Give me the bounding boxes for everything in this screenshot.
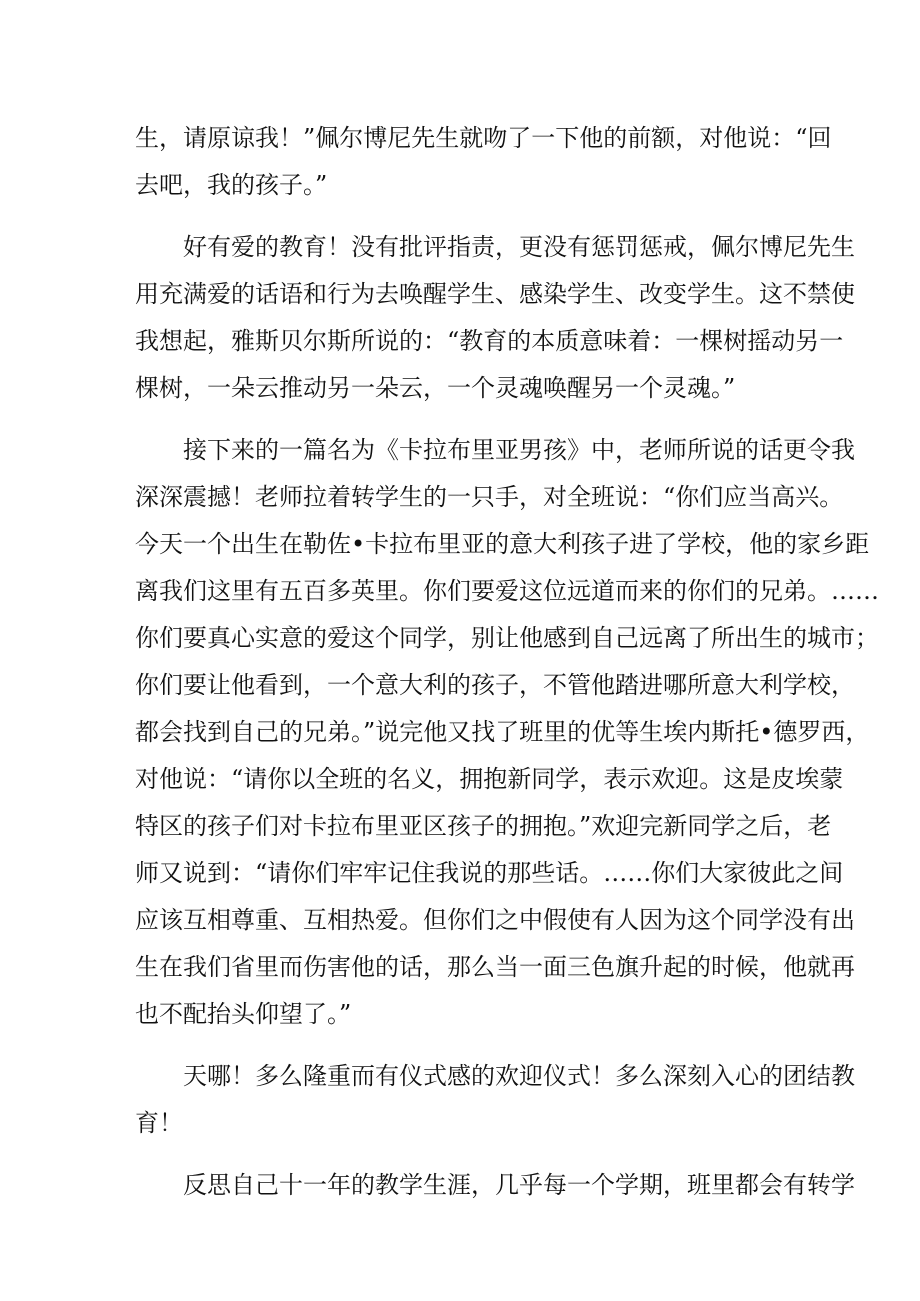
text-line: 棵树，一朵云推动另一朵云，一个灵魂唤醒另一个灵魂。” [135,374,736,402]
text-line: 生在我们省里而伤害他的话，那么当一面三色旗升起的时候，他就再 [135,953,855,981]
paragraph-4 [135,1053,855,1147]
text-line: 你们要真心实意的爱这个同学，别让他感到自己远离了所出生的城市； [135,624,879,652]
text-line: 我想起，雅斯贝尔斯所说的：“教育的本质意味着：一棵树摇动另一 [135,327,844,355]
paragraph-5 [135,1162,855,1209]
text-line: 好有爱的教育！没有批评指责，更没有惩罚惩戒，佩尔博尼先生 [183,233,855,261]
paragraph-1 [135,115,832,209]
text-line: 应该互相尊重、互相热爱。但你们之中假使有人因为这个同学没有出 [135,906,855,934]
text-line: 对他说：“请你以全班的名义，拥抱新同学，表示欢迎。这是皮埃蒙 [135,765,844,793]
text-line: 用充满爱的话语和行为去唤醒学生、感染学生、改变学生。这不禁使 [135,280,855,308]
text-line: 你们要让他看到，一个意大利的孩子，不管他踏进哪所意大利学校， [135,671,855,699]
text-line: 特区的孩子们对卡拉布里亚区孩子的拥抱。”欢迎完新同学之后，老 [135,812,832,840]
text-line: 育！ [135,1109,183,1137]
text-line: 反思自己十一年的教学生涯，几乎每一个学期，班里都会有转学 [183,1171,855,1199]
text-line: 接下来的一篇名为《卡拉布里亚男孩》中，老师所说的话更令我 [183,436,855,464]
body-text [135,115,879,1209]
text-line: 去吧，我的孩子。” [135,171,328,199]
text-line: 生，请原谅我！”佩尔博尼先生就吻了一下他的前额，对他说：“回 [135,124,832,152]
text-line: 离我们这里有五百多英里。你们要爱这位远道而来的你们的兄弟。…… [135,577,879,605]
text-line: 今天一个出生在勒佐•卡拉布里亚的意大利孩子进了学校，他的家乡距 [135,530,870,558]
text-line: 天哪！多么隆重而有仪式感的欢迎仪式！多么深刻入心的团结教 [183,1062,855,1090]
paragraph-2 [135,224,855,412]
text-line: 师又说到：“请你们牢牢记住我说的那些话。……你们大家彼此之间 [135,859,844,887]
text-line: 都会找到自己的兄弟。”说完他又找了班里的优等生埃内斯托•德罗西， [135,718,870,746]
text-line: 深深震撼！老师拉着转学生的一只手，对全班说：“你们应当高兴。 [135,483,844,511]
text-line: 也不配抬头仰望了。” [135,1000,352,1028]
paragraph-3 [135,427,879,1038]
